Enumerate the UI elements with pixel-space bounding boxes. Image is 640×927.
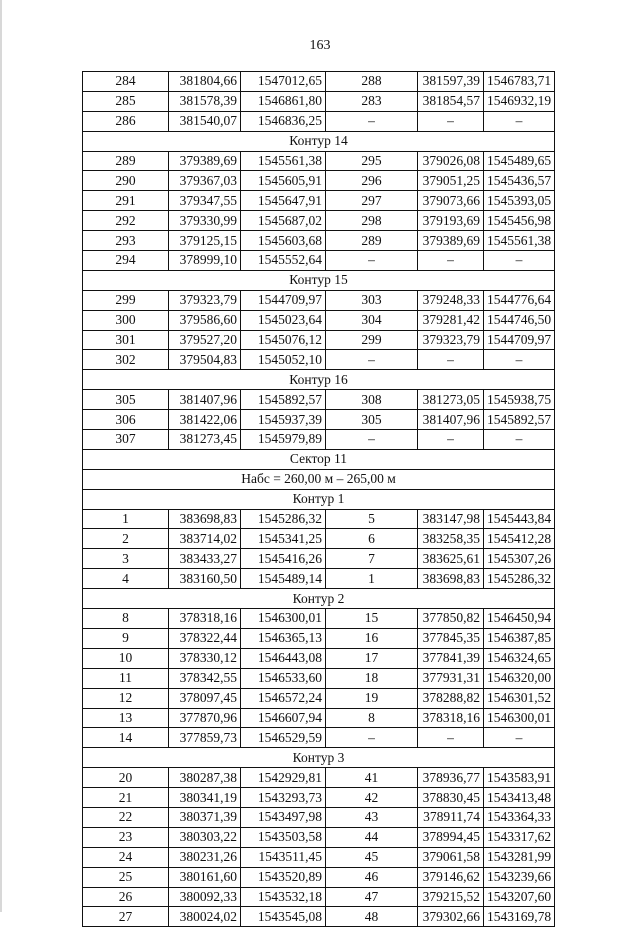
section-header-row	[83, 748, 555, 768]
y-coordinate-cell: –	[484, 350, 555, 370]
x-coordinate-cell: 379248,33	[418, 290, 484, 310]
x-coordinate-cell: 378097,45	[169, 688, 241, 708]
point-number-cell: 297	[326, 191, 418, 211]
point-number-cell: 296	[326, 171, 418, 191]
table-row	[83, 111, 555, 131]
x-coordinate-cell: 383714,02	[169, 529, 241, 549]
x-coordinate-cell: 383698,83	[169, 509, 241, 529]
point-number-cell: 292	[83, 211, 169, 231]
x-coordinate-cell: 378994,45	[418, 827, 484, 847]
y-coordinate-cell: 1543545,08	[241, 907, 326, 927]
point-number-cell: 283	[326, 91, 418, 111]
x-coordinate-cell: 381407,96	[169, 390, 241, 410]
point-number-cell: 286	[83, 111, 169, 131]
page-number: 163	[309, 38, 331, 53]
y-coordinate-cell: 1546533,60	[241, 668, 326, 688]
y-coordinate-cell: 1546529,59	[241, 728, 326, 748]
point-number-cell: 307	[83, 430, 169, 450]
y-coordinate-cell: 1543520,89	[241, 867, 326, 887]
point-number-cell: 25	[83, 867, 169, 887]
y-coordinate-cell: 1545489,14	[241, 569, 326, 589]
y-coordinate-cell: 1545286,32	[484, 569, 555, 589]
y-coordinate-cell: 1543532,18	[241, 887, 326, 907]
x-coordinate-cell: 378318,16	[169, 609, 241, 629]
point-number-cell: 5	[326, 509, 418, 529]
y-coordinate-cell: 1543317,62	[484, 827, 555, 847]
y-coordinate-cell: 1545489,65	[484, 151, 555, 171]
table-row	[83, 688, 555, 708]
x-coordinate-cell: 380231,26	[169, 847, 241, 867]
x-coordinate-cell: 383147,98	[418, 509, 484, 529]
y-coordinate-cell: 1546443,08	[241, 648, 326, 668]
section-header-row	[83, 449, 555, 469]
table-row	[83, 529, 555, 549]
table-row	[83, 907, 555, 927]
y-coordinate-cell: 1544709,97	[484, 330, 555, 350]
point-number-cell: 305	[326, 410, 418, 430]
x-coordinate-cell: 379330,99	[169, 211, 241, 231]
point-number-cell: 298	[326, 211, 418, 231]
point-number-cell: 2	[83, 529, 169, 549]
x-coordinate-cell: –	[418, 728, 484, 748]
x-coordinate-cell: 379367,03	[169, 171, 241, 191]
y-coordinate-cell: 1545892,57	[241, 390, 326, 410]
point-number-cell: 23	[83, 827, 169, 847]
y-coordinate-cell: 1546861,80	[241, 91, 326, 111]
y-coordinate-cell: 1543511,45	[241, 847, 326, 867]
table-row	[83, 569, 555, 589]
table-row	[83, 867, 555, 887]
y-coordinate-cell: 1545076,12	[241, 330, 326, 350]
point-number-cell: 284	[83, 72, 169, 92]
coordinates-table-body	[83, 72, 555, 927]
y-coordinate-cell: –	[484, 251, 555, 271]
section-header-row	[83, 589, 555, 609]
section-header-row	[83, 370, 555, 390]
section-title: Набс = 260,00 м – 265,00 м	[83, 469, 555, 489]
y-coordinate-cell: 1543364,33	[484, 807, 555, 827]
y-coordinate-cell: 1545937,39	[241, 410, 326, 430]
x-coordinate-cell: 383625,61	[418, 549, 484, 569]
table-row	[83, 668, 555, 688]
y-coordinate-cell: –	[484, 430, 555, 450]
y-coordinate-cell: 1546836,25	[241, 111, 326, 131]
table-row	[83, 171, 555, 191]
x-coordinate-cell: 379389,69	[169, 151, 241, 171]
x-coordinate-cell: 379051,25	[418, 171, 484, 191]
section-title: Контур 15	[83, 270, 555, 290]
x-coordinate-cell: 379347,55	[169, 191, 241, 211]
point-number-cell: –	[326, 251, 418, 271]
table-row	[83, 410, 555, 430]
x-coordinate-cell: 381540,07	[169, 111, 241, 131]
table-row	[83, 788, 555, 808]
table-row	[83, 887, 555, 907]
point-number-cell: 42	[326, 788, 418, 808]
y-coordinate-cell: 1544776,64	[484, 290, 555, 310]
section-title: Контур 14	[83, 131, 555, 151]
point-number-cell: 308	[326, 390, 418, 410]
point-number-cell: –	[326, 111, 418, 131]
y-coordinate-cell: 1543497,98	[241, 807, 326, 827]
y-coordinate-cell: 1545307,26	[484, 549, 555, 569]
point-number-cell: 288	[326, 72, 418, 92]
point-number-cell: 300	[83, 310, 169, 330]
x-coordinate-cell: 379323,79	[418, 330, 484, 350]
y-coordinate-cell: 1544746,50	[484, 310, 555, 330]
x-coordinate-cell: –	[418, 350, 484, 370]
point-number-cell: 6	[326, 529, 418, 549]
point-number-cell: 1	[83, 509, 169, 529]
x-coordinate-cell: 379323,79	[169, 290, 241, 310]
point-number-cell: 7	[326, 549, 418, 569]
point-number-cell: 48	[326, 907, 418, 927]
section-title: Контур 3	[83, 748, 555, 768]
table-row	[83, 251, 555, 271]
x-coordinate-cell: 381407,96	[418, 410, 484, 430]
table-row	[83, 509, 555, 529]
point-number-cell: 304	[326, 310, 418, 330]
table-row	[83, 430, 555, 450]
y-coordinate-cell: 1545647,91	[241, 191, 326, 211]
x-coordinate-cell: 380303,22	[169, 827, 241, 847]
point-number-cell: 16	[326, 628, 418, 648]
x-coordinate-cell: –	[418, 111, 484, 131]
y-coordinate-cell: 1545892,57	[484, 410, 555, 430]
y-coordinate-cell: 1545938,75	[484, 390, 555, 410]
table-row	[83, 728, 555, 748]
point-number-cell: 13	[83, 708, 169, 728]
x-coordinate-cell: 378342,55	[169, 668, 241, 688]
y-coordinate-cell: 1545436,57	[484, 171, 555, 191]
point-number-cell: 285	[83, 91, 169, 111]
point-number-cell: 14	[83, 728, 169, 748]
y-coordinate-cell: 1545561,38	[241, 151, 326, 171]
x-coordinate-cell: 383258,35	[418, 529, 484, 549]
x-coordinate-cell: –	[418, 251, 484, 271]
point-number-cell: 295	[326, 151, 418, 171]
y-coordinate-cell: 1543413,48	[484, 788, 555, 808]
y-coordinate-cell: 1543239,66	[484, 867, 555, 887]
point-number-cell: 302	[83, 350, 169, 370]
x-coordinate-cell: 379026,08	[418, 151, 484, 171]
y-coordinate-cell: 1544709,97	[241, 290, 326, 310]
x-coordinate-cell: 383160,50	[169, 569, 241, 589]
x-coordinate-cell: 379527,20	[169, 330, 241, 350]
x-coordinate-cell: 378830,45	[418, 788, 484, 808]
x-coordinate-cell: 381273,05	[418, 390, 484, 410]
point-number-cell: 11	[83, 668, 169, 688]
section-title: Сектор 11	[83, 449, 555, 469]
y-coordinate-cell: 1546450,94	[484, 609, 555, 629]
point-number-cell: 22	[83, 807, 169, 827]
x-coordinate-cell: 380341,19	[169, 788, 241, 808]
point-number-cell: 299	[83, 290, 169, 310]
y-coordinate-cell: 1546301,52	[484, 688, 555, 708]
x-coordinate-cell: 381422,06	[169, 410, 241, 430]
y-coordinate-cell: –	[484, 111, 555, 131]
table-row	[83, 807, 555, 827]
point-number-cell: 12	[83, 688, 169, 708]
y-coordinate-cell: 1546300,01	[241, 609, 326, 629]
x-coordinate-cell: 377845,35	[418, 628, 484, 648]
point-number-cell: 17	[326, 648, 418, 668]
y-coordinate-cell: 1546572,24	[241, 688, 326, 708]
x-coordinate-cell: 378288,82	[418, 688, 484, 708]
point-number-cell: 305	[83, 390, 169, 410]
y-coordinate-cell: 1545412,28	[484, 529, 555, 549]
point-number-cell: 15	[326, 609, 418, 629]
table-row	[83, 91, 555, 111]
section-header-row	[83, 489, 555, 509]
table-row	[83, 191, 555, 211]
y-coordinate-cell: 1547012,65	[241, 72, 326, 92]
x-coordinate-cell: 377850,82	[418, 609, 484, 629]
table-row	[83, 768, 555, 788]
x-coordinate-cell: 377931,31	[418, 668, 484, 688]
x-coordinate-cell: 377841,39	[418, 648, 484, 668]
x-coordinate-cell: 383698,83	[418, 569, 484, 589]
point-number-cell: 294	[83, 251, 169, 271]
y-coordinate-cell: 1546783,71	[484, 72, 555, 92]
x-coordinate-cell: 379193,69	[418, 211, 484, 231]
point-number-cell: 303	[326, 290, 418, 310]
section-header-row	[83, 469, 555, 489]
y-coordinate-cell: 1546365,13	[241, 628, 326, 648]
y-coordinate-cell: 1543503,58	[241, 827, 326, 847]
y-coordinate-cell: 1546300,01	[484, 708, 555, 728]
section-title: Контур 2	[83, 589, 555, 609]
x-coordinate-cell: 380371,39	[169, 807, 241, 827]
y-coordinate-cell: 1545416,26	[241, 549, 326, 569]
table-row	[83, 609, 555, 629]
y-coordinate-cell: 1546324,65	[484, 648, 555, 668]
section-header-row	[83, 131, 555, 151]
y-coordinate-cell: 1545393,05	[484, 191, 555, 211]
x-coordinate-cell: 381578,39	[169, 91, 241, 111]
x-coordinate-cell: 379504,83	[169, 350, 241, 370]
y-coordinate-cell: 1546320,00	[484, 668, 555, 688]
x-coordinate-cell: 379389,69	[418, 231, 484, 251]
table-row	[83, 827, 555, 847]
x-coordinate-cell: 379073,66	[418, 191, 484, 211]
point-number-cell: 1	[326, 569, 418, 589]
y-coordinate-cell: 1545605,91	[241, 171, 326, 191]
y-coordinate-cell: 1545561,38	[484, 231, 555, 251]
point-number-cell: 8	[326, 708, 418, 728]
table-row	[83, 847, 555, 867]
table-row	[83, 290, 555, 310]
x-coordinate-cell: 380092,33	[169, 887, 241, 907]
y-coordinate-cell: 1545341,25	[241, 529, 326, 549]
y-coordinate-cell: 1543169,78	[484, 907, 555, 927]
point-number-cell: 8	[83, 609, 169, 629]
x-coordinate-cell: 380161,60	[169, 867, 241, 887]
x-coordinate-cell: 379146,62	[418, 867, 484, 887]
point-number-cell: 291	[83, 191, 169, 211]
y-coordinate-cell: 1542929,81	[241, 768, 326, 788]
x-coordinate-cell: 378330,12	[169, 648, 241, 668]
table-row	[83, 72, 555, 92]
point-number-cell: 41	[326, 768, 418, 788]
x-coordinate-cell: 377859,73	[169, 728, 241, 748]
x-coordinate-cell: 381273,45	[169, 430, 241, 450]
x-coordinate-cell: 379281,42	[418, 310, 484, 330]
x-coordinate-cell: 377870,96	[169, 708, 241, 728]
y-coordinate-cell: 1546932,19	[484, 91, 555, 111]
y-coordinate-cell: 1545052,10	[241, 350, 326, 370]
point-number-cell: 24	[83, 847, 169, 867]
table-row	[83, 549, 555, 569]
point-number-cell: –	[326, 430, 418, 450]
y-coordinate-cell: 1545286,32	[241, 509, 326, 529]
point-number-cell: 44	[326, 827, 418, 847]
table-row	[83, 390, 555, 410]
point-number-cell: 306	[83, 410, 169, 430]
x-coordinate-cell: 379586,60	[169, 310, 241, 330]
point-number-cell: 9	[83, 628, 169, 648]
table-row	[83, 708, 555, 728]
y-coordinate-cell: 1543281,99	[484, 847, 555, 867]
y-coordinate-cell: –	[484, 728, 555, 748]
table-row	[83, 310, 555, 330]
point-number-cell: 19	[326, 688, 418, 708]
section-header-row	[83, 270, 555, 290]
x-coordinate-cell: 379061,58	[418, 847, 484, 867]
point-number-cell: 20	[83, 768, 169, 788]
point-number-cell: 26	[83, 887, 169, 907]
point-number-cell: 21	[83, 788, 169, 808]
x-coordinate-cell: 379302,66	[418, 907, 484, 927]
x-coordinate-cell: 381854,57	[418, 91, 484, 111]
point-number-cell: 18	[326, 668, 418, 688]
x-coordinate-cell: 379125,15	[169, 231, 241, 251]
y-coordinate-cell: 1543207,60	[484, 887, 555, 907]
y-coordinate-cell: 1545603,68	[241, 231, 326, 251]
point-number-cell: 45	[326, 847, 418, 867]
x-coordinate-cell: 381597,39	[418, 72, 484, 92]
point-number-cell: 289	[326, 231, 418, 251]
x-coordinate-cell: 378911,74	[418, 807, 484, 827]
x-coordinate-cell: 378999,10	[169, 251, 241, 271]
x-coordinate-cell: 378318,16	[418, 708, 484, 728]
y-coordinate-cell: 1545456,98	[484, 211, 555, 231]
point-number-cell: 10	[83, 648, 169, 668]
x-coordinate-cell: 378936,77	[418, 768, 484, 788]
point-number-cell: 47	[326, 887, 418, 907]
x-coordinate-cell: 379215,52	[418, 887, 484, 907]
page-edge	[0, 0, 2, 912]
y-coordinate-cell: 1545687,02	[241, 211, 326, 231]
point-number-cell: 4	[83, 569, 169, 589]
coordinates-table	[82, 71, 555, 927]
table-row	[83, 231, 555, 251]
point-number-cell: 301	[83, 330, 169, 350]
section-title: Контур 1	[83, 489, 555, 509]
y-coordinate-cell: 1546607,94	[241, 708, 326, 728]
point-number-cell: 290	[83, 171, 169, 191]
table-row	[83, 648, 555, 668]
table-row	[83, 211, 555, 231]
point-number-cell: –	[326, 350, 418, 370]
point-number-cell: –	[326, 728, 418, 748]
section-title: Контур 16	[83, 370, 555, 390]
point-number-cell: 43	[326, 807, 418, 827]
table-row	[83, 151, 555, 171]
y-coordinate-cell: 1543583,91	[484, 768, 555, 788]
x-coordinate-cell: 383433,27	[169, 549, 241, 569]
x-coordinate-cell: 378322,44	[169, 628, 241, 648]
point-number-cell: 299	[326, 330, 418, 350]
y-coordinate-cell: 1543293,73	[241, 788, 326, 808]
y-coordinate-cell: 1545443,84	[484, 509, 555, 529]
y-coordinate-cell: 1546387,85	[484, 628, 555, 648]
y-coordinate-cell: 1545552,64	[241, 251, 326, 271]
table-row	[83, 628, 555, 648]
point-number-cell: 46	[326, 867, 418, 887]
x-coordinate-cell: 380287,38	[169, 768, 241, 788]
x-coordinate-cell: 380024,02	[169, 907, 241, 927]
table-row	[83, 330, 555, 350]
point-number-cell: 27	[83, 907, 169, 927]
table-row	[83, 350, 555, 370]
y-coordinate-cell: 1545023,64	[241, 310, 326, 330]
point-number-cell: 293	[83, 231, 169, 251]
point-number-cell: 289	[83, 151, 169, 171]
x-coordinate-cell: 381804,66	[169, 72, 241, 92]
y-coordinate-cell: 1545979,89	[241, 430, 326, 450]
x-coordinate-cell: –	[418, 430, 484, 450]
point-number-cell: 3	[83, 549, 169, 569]
